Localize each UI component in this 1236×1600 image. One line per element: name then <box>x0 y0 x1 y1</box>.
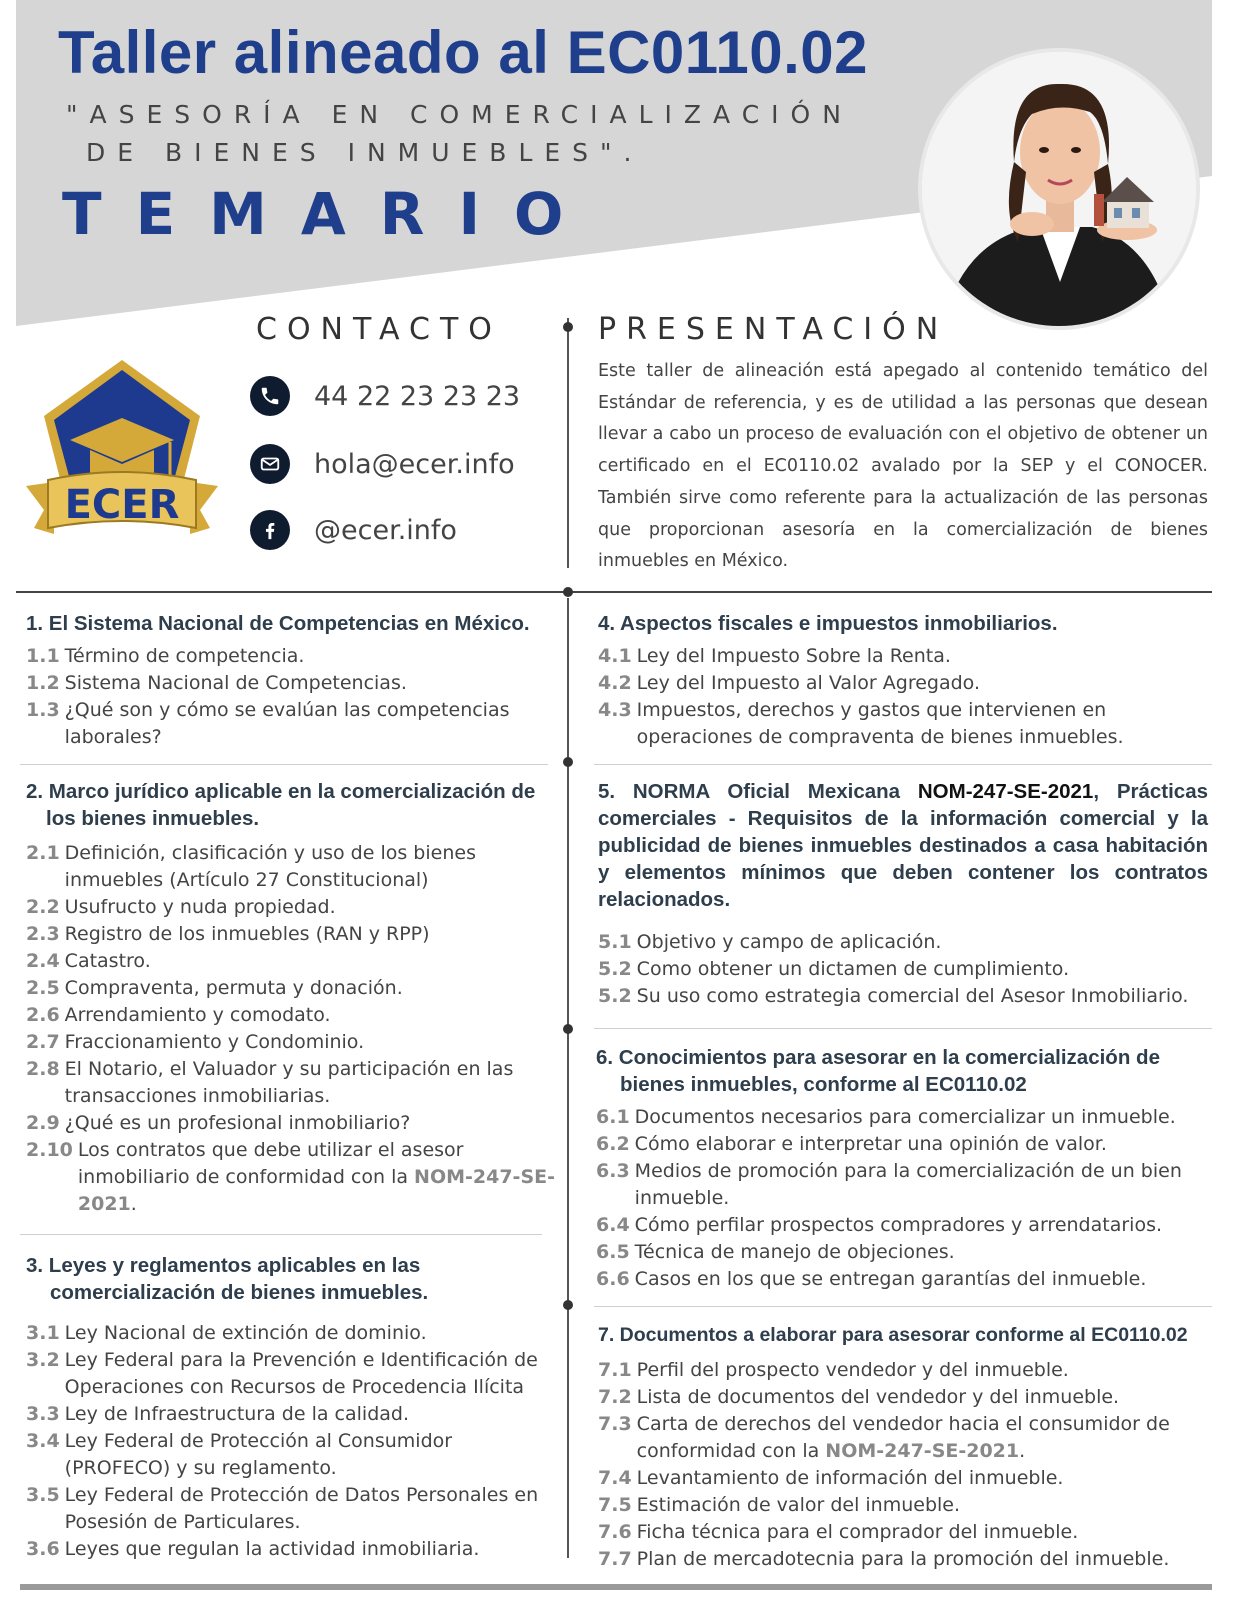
list-item: 1.2 Sistema Nacional de Competencias. <box>26 672 407 694</box>
contact-heading: CONTACTO <box>256 312 502 347</box>
list-item: 3.6 Leyes que regulan la actividad inmobiliaria. <box>26 1538 480 1560</box>
contact-phone-row[interactable] <box>250 376 520 416</box>
list-item: 4.2 Ley del Impuesto al Valor Agregado. <box>598 672 980 694</box>
contact-facebook-row[interactable] <box>250 510 457 550</box>
list-item: 2.6 Arrendamiento y comodato. <box>26 1004 331 1026</box>
contact-email[interactable]: hola@ecer.info <box>314 448 515 480</box>
list-item: 7.1 Perfil del prospecto vendedor y del inmueble. <box>598 1359 1069 1381</box>
list-item: 2.3 Registro de los inmuebles (RAN y RPP) <box>26 923 430 945</box>
subtitle-line-2: DE BIENES INMUEBLES". <box>66 138 644 167</box>
section-3 <box>26 1252 556 1563</box>
list-item: 2.4 Catastro. <box>26 950 151 972</box>
ecer-logo <box>24 358 220 542</box>
section-title: 3. Leyes y reglamentos aplicables en las comercialización de bienes inmuebles. <box>26 1254 429 1304</box>
divider-dot <box>563 1024 573 1034</box>
section-separator <box>594 1306 1212 1307</box>
list-item: 6.1 Documentos necesarios para comercializar un inmueble. <box>596 1106 1176 1128</box>
list-item: 6.6 Casos en los que se entregan garantías del inmueble. <box>596 1268 1147 1290</box>
contact-facebook[interactable]: @ecer.info <box>314 514 457 546</box>
list-item: 2.7 Fraccionamiento y Condominio. <box>26 1031 365 1053</box>
horizontal-divider <box>16 591 1212 593</box>
bottom-bar <box>20 1584 1212 1590</box>
advisor-photo <box>922 52 1196 326</box>
divider-dot <box>563 1300 573 1310</box>
section-title: 2. Marco jurídico aplicable en la comercialización de los bienes inmuebles. <box>26 780 536 830</box>
list-item: 3.3 Ley de Infraestructura de la calidad. <box>26 1403 410 1425</box>
section-4 <box>598 610 1208 751</box>
presentation-heading: PRESENTACIÓN <box>598 312 949 347</box>
logo-text: ECER <box>64 482 180 528</box>
list-item: 2.1 Definición, clasificación y uso de los bienes inmuebles (Artículo 27 Constitucional) <box>26 842 476 891</box>
presentation-text: Este taller de alineación está apegado al contenido temático del Estándar de referencia, y es de utilidad a las personas que desean llevar a cabo un proceso de evaluación con el objetivo de obtener un certificado en el EC0110.02 avalado por la SEP y el CONOCER. También sirve como referente para la actualización de las personas que proporcionan asesoría en la comercialización de bienes inmuebles en México. <box>598 361 1208 572</box>
list-item: 7.3 Carta de derechos del vendedor hacia el consumidor de conformidad con la NOM-247-SE-2021. <box>598 1413 1170 1462</box>
list-item: 2.5 Compraventa, permuta y donación. <box>26 977 403 999</box>
page-subtitle <box>66 96 853 172</box>
section-title: 1. El Sistema Nacional de Competencias en México. <box>26 612 530 635</box>
list-item: 2.9 ¿Qué es un profesional inmobiliario? <box>26 1112 411 1134</box>
nom-reference: NOM-247-SE-2021 <box>825 1440 1020 1462</box>
section-title: 5. NORMA Oficial Mexicana NOM-247-SE-2021, Prácticas comerciales - Requisitos de la información comercial y la publicidad de bienes inmuebles destinados a casa habitación y elementos mínimos que deben contener los contratos relacionados. <box>598 780 1209 911</box>
section-7 <box>598 1322 1212 1573</box>
list-item: 6.2 Cómo elaborar e interpretar una opinión de valor. <box>596 1133 1107 1155</box>
phone-icon <box>250 376 290 416</box>
section-separator <box>594 764 1212 765</box>
list-item: 3.5 Ley Federal de Protección de Datos Personales en Posesión de Particulares. <box>26 1484 539 1533</box>
list-item: 2.10 Los contratos que debe utilizar el asesor inmobiliario de conformidad con la NOM-247-SE-2021. <box>26 1139 555 1215</box>
page-title: Taller alineado al EC0110.02 <box>58 19 868 86</box>
section-separator <box>20 1234 542 1235</box>
list-item: 7.5 Estimación de valor del inmueble. <box>598 1494 961 1516</box>
nom-reference: NOM-247-SE-2021 <box>917 780 1094 803</box>
subtitle-line-1: "ASESORÍA EN COMERCIALIZACIÓN <box>66 100 853 129</box>
section-2 <box>26 778 556 1218</box>
facebook-icon <box>250 510 290 550</box>
section-separator <box>20 764 548 765</box>
contact-email-row[interactable] <box>250 444 515 484</box>
divider-dot <box>563 322 573 332</box>
section-separator <box>594 1028 1212 1029</box>
list-item: 1.1 Término de competencia. <box>26 645 305 667</box>
list-item: 7.7 Plan de mercadotecnia para la promoción del inmueble. <box>598 1548 1170 1570</box>
contact-phone[interactable]: 44 22 23 23 23 <box>314 380 521 412</box>
list-item: 2.2 Usufructo y nuda propiedad. <box>26 896 336 918</box>
temario-heading: TEMARIO <box>62 180 598 248</box>
list-item: 3.1 Ley Nacional de extinción de dominio. <box>26 1322 427 1344</box>
list-item: 3.4 Ley Federal de Protección al Consumidor (PROFECO) y su reglamento. <box>26 1430 453 1479</box>
list-item: 7.6 Ficha técnica para el comprador del inmueble. <box>598 1521 1079 1543</box>
section-5 <box>598 778 1208 1010</box>
list-item: 6.4 Cómo perfilar prospectos compradores y arrendatarios. <box>596 1214 1163 1236</box>
vertical-divider-top <box>567 318 569 568</box>
list-item: 3.2 Ley Federal para la Prevención e Identificación de Operaciones con Recursos de Procedencia Ilícita <box>26 1349 538 1398</box>
nom-reference: NOM-247-SE-2021 <box>77 1166 555 1215</box>
list-item: 5.1 Objetivo y campo de aplicación. <box>598 931 942 953</box>
email-icon <box>250 444 290 484</box>
list-item: 4.1 Ley del Impuesto Sobre la Renta. <box>598 645 951 667</box>
section-title: 6. Conocimientos para asesorar en la comercialización de bienes inmuebles, conforme al EC0110.02 <box>596 1046 1160 1096</box>
divider-dot <box>563 587 573 597</box>
vertical-divider-bottom <box>567 598 569 1558</box>
list-item: 6.5 Técnica de manejo de objeciones. <box>596 1241 955 1263</box>
divider-dot <box>563 757 573 767</box>
list-item: 6.3 Medios de promoción para la comercialización de un bien inmueble. <box>596 1160 1182 1209</box>
list-item: 5.2 Su uso como estrategia comercial del Asesor Inmobiliario. <box>598 985 1189 1007</box>
section-1 <box>26 610 562 751</box>
section-title: 4. Aspectos fiscales e impuestos inmobiliarios. <box>598 612 1058 635</box>
section-6 <box>596 1044 1208 1293</box>
list-item: 1.3 ¿Qué son y cómo se evalúan las competencias laborales? <box>26 699 510 748</box>
list-item: 7.4 Levantamiento de información del inmueble. <box>598 1467 1064 1489</box>
list-item: 5.2 Como obtener un dictamen de cumplimiento. <box>598 958 1070 980</box>
list-item: 2.8 El Notario, el Valuador y su participación en las transacciones inmobiliarias. <box>26 1058 514 1107</box>
list-item: 7.2 Lista de documentos del vendedor y del inmueble. <box>598 1386 1120 1408</box>
list-item: 4.3 Impuestos, derechos y gastos que intervienen en operaciones de compraventa de bienes inmuebles. <box>598 699 1124 748</box>
section-title: 7. Documentos a elaborar para asesorar conforme al EC0110.02 <box>598 1324 1188 1346</box>
